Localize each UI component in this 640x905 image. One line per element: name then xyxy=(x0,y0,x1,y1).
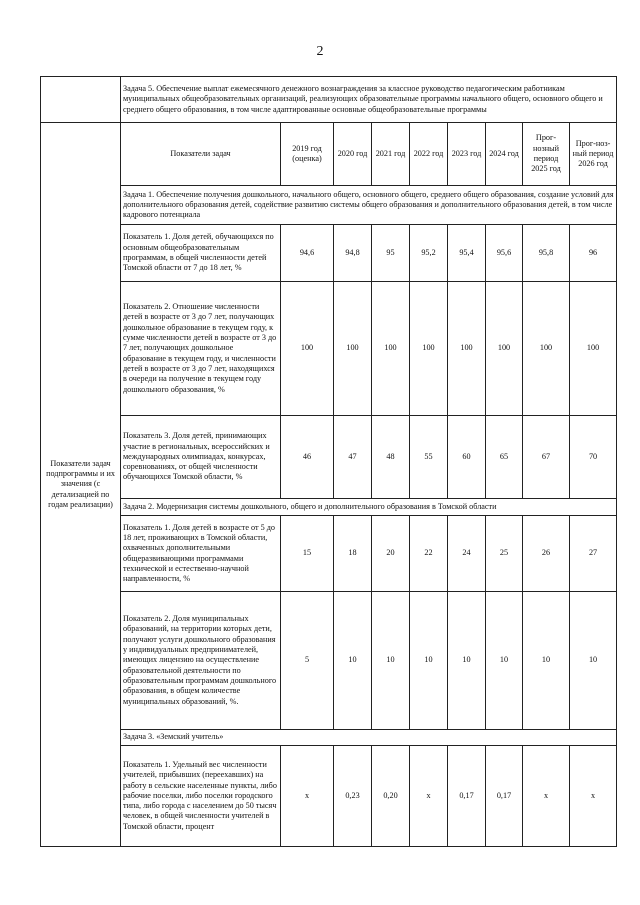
indicator-value: 10 xyxy=(523,592,570,730)
indicator-text: Показатель 1. Доля детей в возрасте от 5 до 18 лет, проживающих в Томской области, охваченных дополнительными общеразвивающими программами технической и естественно-научной направленности, % xyxy=(121,516,281,592)
indicator-value: 0,17 xyxy=(448,746,486,847)
indicator-value: 100 xyxy=(570,282,617,416)
indicator-value: 95 xyxy=(372,225,410,282)
task-row xyxy=(41,730,617,746)
header-year: 2021 год xyxy=(372,123,410,186)
indicator-value: 67 xyxy=(523,416,570,499)
indicator-value: 10 xyxy=(486,592,523,730)
indicator-value: x xyxy=(570,746,617,847)
header-indicator-label: Показатели задач xyxy=(121,123,281,186)
indicator-row xyxy=(41,225,617,282)
indicator-value: 46 xyxy=(281,416,334,499)
indicator-value: 70 xyxy=(570,416,617,499)
indicator-value: x xyxy=(281,746,334,847)
indicator-text: Показатель 1. Удельный вес численности учителей, прибывших (переехавших) на работу в сельские населенные пункты, либо рабочие поселки, либо поселки городского типа, либо города с населением до 50 тысяч человек, в общей численности учителей в Томской области, процент xyxy=(121,746,281,847)
indicator-value: 95,2 xyxy=(410,225,448,282)
task-row xyxy=(41,499,617,516)
header-year: 2022 год xyxy=(410,123,448,186)
header-year: 2019 год (оценка) xyxy=(281,123,334,186)
header-year: 2024 год xyxy=(486,123,523,186)
indicator-value: 100 xyxy=(334,282,372,416)
indicator-text: Показатель 1. Доля детей, обучающихся по основным общеобразовательным программам, в общей численности детей Томской области от 7 до 18 лет, % xyxy=(121,225,281,282)
indicator-row xyxy=(41,592,617,730)
indicator-value: 95,6 xyxy=(486,225,523,282)
left-column-label: Показатели задач подпрограммы и их значения (с детализацией по годам реализации) xyxy=(41,123,121,847)
header-year: 2020 год xyxy=(334,123,372,186)
indicator-value: 15 xyxy=(281,516,334,592)
indicator-value: 95,4 xyxy=(448,225,486,282)
indicators-table xyxy=(40,76,617,847)
task5-row xyxy=(41,77,617,123)
indicator-value: x xyxy=(523,746,570,847)
indicator-value: 95,8 xyxy=(523,225,570,282)
indicator-value: 96 xyxy=(570,225,617,282)
header-year: Прог-нозный период 2025 год xyxy=(523,123,570,186)
indicator-text: Показатель 3. Доля детей, принимающих участие в региональных, всероссийских и международных олимпиадах, конкурсах, соревнованиях, от общей численности обучающихся Томской области, % xyxy=(121,416,281,499)
indicator-value: 100 xyxy=(486,282,523,416)
indicator-value: 10 xyxy=(570,592,617,730)
indicator-value: x xyxy=(410,746,448,847)
indicator-value: 24 xyxy=(448,516,486,592)
indicator-value: 10 xyxy=(410,592,448,730)
indicator-value: 10 xyxy=(372,592,410,730)
indicator-value: 5 xyxy=(281,592,334,730)
indicator-value: 94,6 xyxy=(281,225,334,282)
indicator-value: 55 xyxy=(410,416,448,499)
indicator-row xyxy=(41,282,617,416)
indicator-value: 48 xyxy=(372,416,410,499)
indicator-value: 47 xyxy=(334,416,372,499)
indicator-text: Показатель 2. Отношение численности детей в возрасте от 3 до 7 лет, получающих дошкольное образование в текущем году, к сумме численности детей в возрасте от 3 до 7 лет, получающих дошкольное образование в текущем году, и численности детей в возрасте от 3 до 7 лет, находящихся в очереди на получение в текущем году дошкольного образования, % xyxy=(121,282,281,416)
indicator-value: 26 xyxy=(523,516,570,592)
indicator-value: 60 xyxy=(448,416,486,499)
indicator-value: 100 xyxy=(523,282,570,416)
indicator-value: 18 xyxy=(334,516,372,592)
indicator-row xyxy=(41,516,617,592)
indicator-row xyxy=(41,746,617,847)
page-number: 2 xyxy=(316,44,324,59)
indicator-text: Показатель 2. Доля муниципальных образований, на территории которых дети, получают услуги дошкольного образования у индивидуальных предпринимателей, имеющих лицензию на осуществление образовательной деятельности по образовательным программам дошкольного образования, в общем количестве муниципальных образований, %. xyxy=(121,592,281,730)
header-year: Прог-ноз-ный период 2026 год xyxy=(570,123,617,186)
task5-text: Задача 5. Обеспечение выплат ежемесячного денежного вознаграждения за классное руководство педагогическим работникам муниципальных общеобразовательных организаций, реализующих образовательные программы начального общего, основного общего и среднего общего образования, в том числе адаптированные основные общеобразовательные программы xyxy=(121,77,617,123)
task-row xyxy=(41,186,617,225)
indicator-value: 20 xyxy=(372,516,410,592)
indicator-row xyxy=(41,416,617,499)
indicator-value: 27 xyxy=(570,516,617,592)
indicator-value: 100 xyxy=(372,282,410,416)
indicator-value: 100 xyxy=(281,282,334,416)
left-column-blank xyxy=(41,77,121,123)
indicator-value: 10 xyxy=(334,592,372,730)
task-title: Задача 3. «Земский учитель» xyxy=(121,730,617,746)
header-row xyxy=(41,123,617,186)
task-title: Задача 2. Модернизация системы дошкольного, общего и дополнительного образования в Томской области xyxy=(121,499,617,516)
indicator-value: 22 xyxy=(410,516,448,592)
indicator-value: 65 xyxy=(486,416,523,499)
indicator-value: 94,8 xyxy=(334,225,372,282)
task-title: Задача 1. Обеспечение получения дошкольного, начального общего, основного общего, среднего общего образования, создание условий для дополнительного образования детей, содействие развитию системы общего образования и дополнительного образования детей, в том числе кадрового потенциала xyxy=(121,186,617,225)
indicator-value: 10 xyxy=(448,592,486,730)
indicator-value: 0,20 xyxy=(372,746,410,847)
indicator-value: 0,23 xyxy=(334,746,372,847)
indicator-value: 100 xyxy=(448,282,486,416)
indicator-value: 100 xyxy=(410,282,448,416)
indicator-value: 25 xyxy=(486,516,523,592)
indicator-value: 0,17 xyxy=(486,746,523,847)
header-year: 2023 год xyxy=(448,123,486,186)
